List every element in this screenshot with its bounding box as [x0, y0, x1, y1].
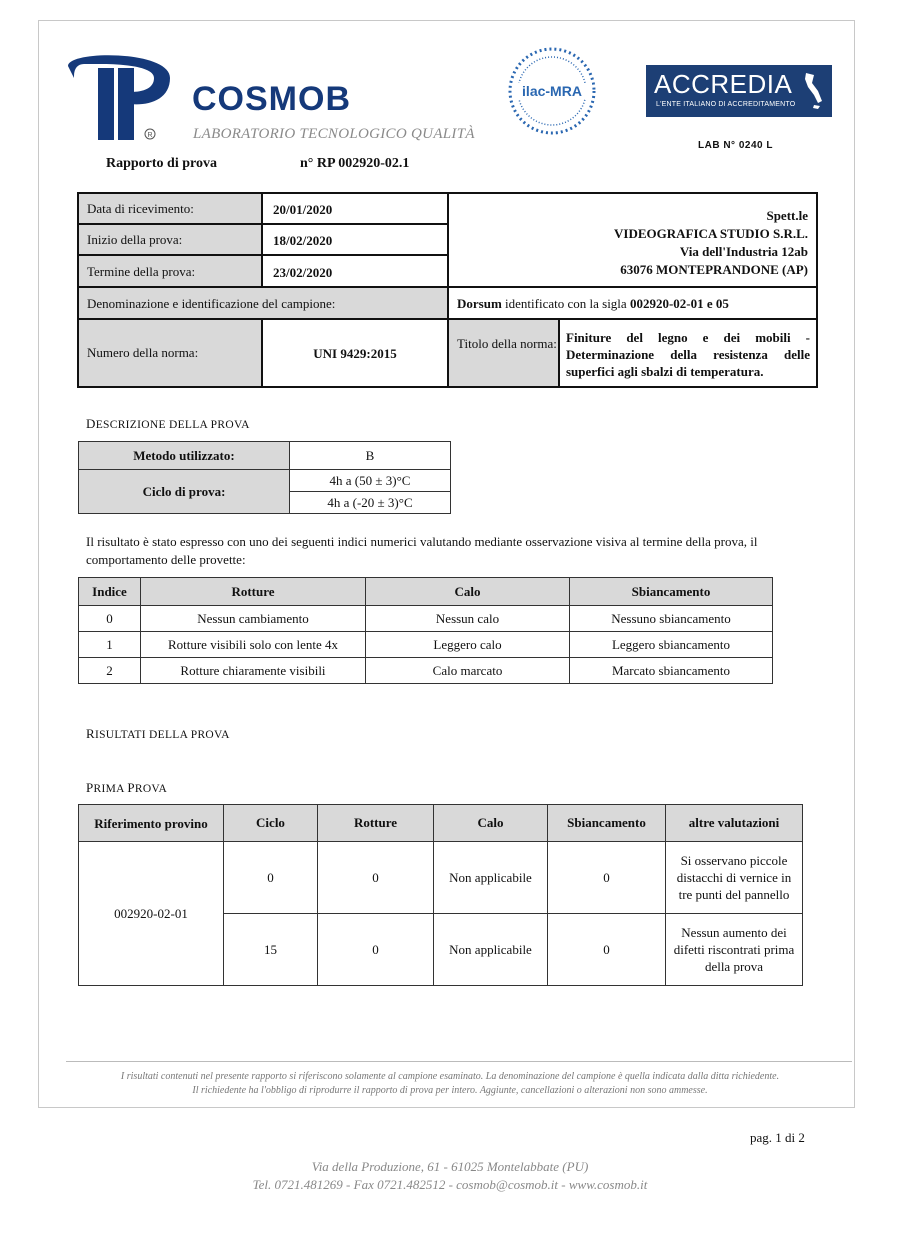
received-value: 20/01/2020: [263, 194, 449, 225]
col-sbiancamento: Sbiancamento: [570, 578, 773, 606]
info-table: [77, 192, 818, 388]
footer-divider: [66, 1061, 852, 1062]
lab-number: LAB N° 0240 L: [698, 140, 773, 151]
end-label: Termine della prova:: [79, 256, 263, 288]
brand-name: COSMOB: [192, 80, 351, 118]
norm-title-value: Finiture del legno e dei mobili - Determinazione della resistenza delle superfici agli sbalzi di temperatura.: [566, 330, 810, 379]
cycle-label: Ciclo di prova:: [79, 470, 290, 514]
sample-value: [449, 288, 816, 320]
accredia-tagline: L'ENTE ITALIANO DI ACCREDITAMENTO: [656, 101, 796, 108]
table-row: 002920-02-01 0 0 Non applicabile 0 Si osservano piccole distacchi di vernice in tre punti del pannello: [79, 842, 803, 914]
sample-mid: identificato con la sigla: [501, 296, 630, 311]
report-title: Rapporto di prova: [106, 156, 217, 171]
client-address: [449, 194, 816, 288]
footer-address: Via della Produzione, 61 - 61025 Montelabbate (PU) Tel. 0721.481269 - Fax 0721.482512 - cosmob@cosmob.it - www.cosmob.it: [252, 1159, 648, 1192]
results-table: [78, 804, 803, 986]
client-city: 63076 MONTEPRANDONE (AP): [620, 262, 808, 277]
col-rotture: Rotture: [141, 578, 366, 606]
method-value: B: [290, 442, 451, 470]
start-label: Inizio della prova:: [79, 225, 263, 256]
col-indice: Indice: [79, 578, 141, 606]
table-row: 0 Nessun cambiamento Nessun calo Nessuno sbiancamento: [79, 606, 773, 632]
ilac-mra-logo: [508, 47, 596, 135]
norm-label: Numero della norma:: [79, 320, 263, 386]
method-table: [78, 441, 451, 514]
client-salutation: Spett.le: [766, 208, 808, 223]
cycle-1: 4h a (50 ± 3)°C: [290, 470, 451, 492]
disclaimer: I risultati contenuti nel presente rapporto si riferiscono solamente al campione esaminato. La denominazione del campione è quella indicata dalla ditta richiedente. Il richiedente ha l'obbligo di riprodurre il rapporto di prova per intero. Aggiunte, cancellazioni o alterazioni non sono ammesse.: [120, 1071, 780, 1096]
svg-text:R: R: [147, 132, 153, 139]
page-number: pag. 1 di 2: [750, 1130, 805, 1145]
sample-name: Dorsum: [457, 296, 502, 311]
index-table: [78, 577, 773, 684]
table-row: 15 0 Non applicabile 0 Nessun aumento dei difetti riscontrati prima della prova: [79, 914, 803, 986]
end-value: 23/02/2020: [263, 256, 449, 288]
ilac-text: ilac-MRA: [522, 83, 582, 99]
start-value: 18/02/2020: [263, 225, 449, 256]
norm-title-label: Titolo della norma:: [449, 320, 560, 386]
col-rotture: Rotture: [318, 805, 434, 842]
col-calo: Calo: [434, 805, 548, 842]
accredia-name: ACCREDIA: [654, 69, 793, 99]
table-row: 2 Rotture chiaramente visibili Calo marcato Marcato sbiancamento: [79, 658, 773, 684]
norm-value: UNI 9429:2015: [263, 320, 449, 386]
intro-paragraph: Il risultato è stato espresso con uno dei seguenti indici numerici valutando mediante osservazione visiva al termine della prova, il comportamento delle provette:: [86, 534, 758, 567]
col-ciclo: Ciclo: [224, 805, 318, 842]
first-test-heading: PRIMA PROVA: [86, 780, 168, 795]
accredia-logo: [646, 65, 832, 117]
sample-label: Denominazione e identificazione del campione:: [79, 288, 449, 320]
cycle-2: 4h a (-20 ± 3)°C: [290, 492, 451, 514]
received-label: Data di ricevimento:: [79, 194, 263, 225]
col-calo: Calo: [366, 578, 570, 606]
sample-ref: 002920-02-01: [79, 842, 224, 986]
brand-subtitle: LABORATORIO TECNOLOGICO QUALITÀ: [193, 126, 475, 142]
description-heading: DESCRIZIONE DELLA PROVA: [86, 416, 250, 431]
client-street: Via dell'Industria 12ab: [679, 244, 808, 259]
italy-icon: [802, 71, 824, 111]
col-riferimento: Riferimento provino: [79, 805, 224, 842]
report-number: n° RP 002920-02.1: [300, 156, 410, 171]
col-sbiancamento: Sbiancamento: [548, 805, 666, 842]
method-label: Metodo utilizzato:: [79, 442, 290, 470]
cosmob-logo: [60, 48, 180, 143]
col-altre: altre valutazioni: [666, 805, 803, 842]
results-heading: RISULTATI DELLA PROVA: [86, 726, 230, 741]
table-row: 1 Rotture visibili solo con lente 4x Leggero calo Leggero sbiancamento: [79, 632, 773, 658]
sample-code: 002920-02-01 e 05: [629, 296, 729, 311]
client-name: VIDEOGRAFICA STUDIO S.R.L.: [614, 226, 808, 241]
